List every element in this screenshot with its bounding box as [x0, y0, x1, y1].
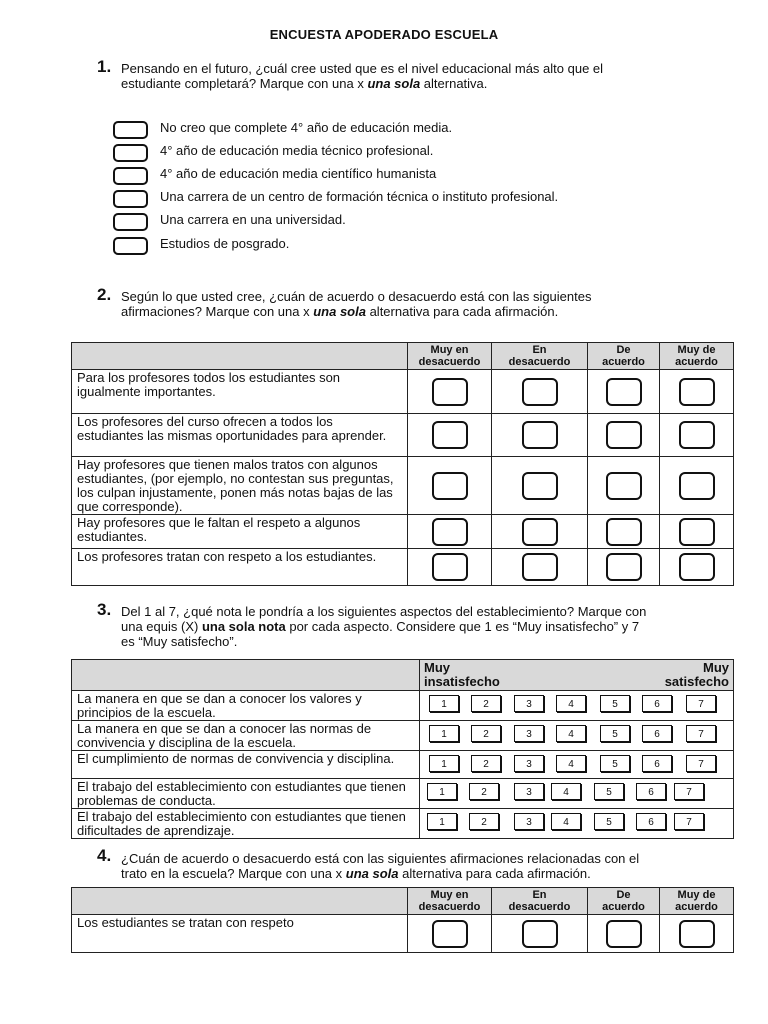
q2-statement: Hay profesores que tienen malos tratos con algunos estudiantes, (por ejemplo, no contestan sus preguntas, los culpan injustamente, ponen más notas bajas de las que corresponde). — [72, 457, 408, 515]
q2-answer-checkbox[interactable] — [522, 472, 558, 500]
q2-answer-checkbox[interactable] — [522, 421, 558, 449]
q4-header-text: desacuerdo — [508, 901, 571, 913]
q2-option-cell — [588, 515, 660, 549]
q4-header-text: En — [532, 889, 547, 901]
q4-header-option — [588, 888, 660, 915]
q3-grade-box[interactable]: 2 — [469, 813, 499, 830]
q4-header-text: Muy en — [430, 889, 469, 901]
q2-option-cell — [588, 457, 660, 515]
q2-answer-checkbox[interactable] — [522, 378, 558, 406]
q2-answer-checkbox[interactable] — [679, 472, 715, 500]
q1-option-label: 4° año de educación media científico humanista — [160, 166, 437, 181]
q3-table-row — [72, 751, 734, 779]
q2-answer-checkbox[interactable] — [606, 553, 642, 581]
q2-header-text: acuerdo — [675, 356, 718, 368]
q2-option-cell — [492, 515, 588, 549]
q3-grade-box[interactable]: 2 — [471, 725, 501, 742]
q4-header-option — [408, 888, 492, 915]
q2-answer-checkbox[interactable] — [606, 472, 642, 500]
q2-table-row — [72, 370, 734, 414]
q2-header-text: De — [616, 344, 631, 356]
q3-grade-box[interactable]: 2 — [471, 755, 501, 772]
q2-answer-checkbox[interactable] — [522, 518, 558, 546]
q1-option-label: Estudios de posgrado. — [160, 236, 290, 251]
q2-table-row — [72, 457, 734, 515]
q2-option-cell — [492, 457, 588, 515]
q2-option-cell — [492, 414, 588, 457]
q2-statement: Los profesores tratan con respeto a los estudiantes. — [72, 549, 408, 586]
q4-statement: Los estudiantes se tratan con respeto — [72, 915, 408, 953]
q2-answer-checkbox[interactable] — [432, 518, 468, 546]
q4-text — [121, 851, 741, 881]
q3-grade-box[interactable]: 1 — [429, 695, 459, 712]
q1-text — [121, 61, 741, 91]
q2-answer-checkbox[interactable] — [522, 553, 558, 581]
q3-aspect: El trabajo del establecimiento con estudiantes que tienen problemas de conducta. — [72, 779, 420, 809]
q4-header-option — [492, 888, 588, 915]
q3-table-row — [72, 721, 734, 751]
q3-grade-box[interactable]: 2 — [469, 783, 499, 800]
q2-answer-checkbox[interactable] — [679, 421, 715, 449]
q2-option-cell — [492, 549, 588, 586]
q3-line3: es “Muy satisfecho”. — [121, 634, 238, 649]
q2-header-text: Muy en — [430, 344, 469, 356]
q2-text — [121, 289, 741, 319]
q3-scale-cell — [420, 721, 734, 751]
q2-option-cell — [408, 457, 492, 515]
q4-line1: ¿Cuán de acuerdo o desacuerdo está con las siguientes afirmaciones relacionadas con el — [121, 851, 640, 866]
q2-option-cell — [492, 370, 588, 414]
q3-grade-box[interactable]: 1 — [429, 755, 459, 772]
q2-header-text: acuerdo — [602, 356, 645, 368]
q2-header-blank — [72, 343, 408, 370]
q3-scale-cell — [420, 779, 734, 809]
q2-header-option — [588, 343, 660, 370]
q3-grade-box[interactable]: 5 — [600, 695, 630, 712]
q3-scale-right-label: Muy satisfecho — [664, 660, 729, 689]
q2-option-cell — [408, 414, 492, 457]
q3-grade-box[interactable]: 1 — [429, 725, 459, 742]
q4-header-text: acuerdo — [602, 901, 645, 913]
q3-grade-box[interactable]: 7 — [674, 783, 704, 800]
q1-option-checkbox[interactable] — [113, 121, 148, 139]
q2-answer-checkbox[interactable] — [432, 553, 468, 581]
q3-grade-box[interactable]: 3 — [514, 813, 544, 830]
q3-grade-box[interactable]: 6 — [636, 783, 666, 800]
q3-grade-box[interactable]: 1 — [427, 783, 457, 800]
q2-table-row — [72, 549, 734, 586]
q2-option-cell — [660, 414, 734, 457]
q3-scale-left-label: Muy insatisfecho — [424, 660, 500, 689]
q4-header-blank — [72, 888, 408, 915]
q3-aspect: La manera en que se dan a conocer las normas de convivencia y disciplina de la escuela. — [72, 721, 420, 751]
q4-answer-checkbox[interactable] — [522, 920, 558, 948]
q4-option-cell — [492, 915, 588, 953]
q3-grade-box[interactable]: 4 — [556, 725, 586, 742]
q2-header-option — [660, 343, 734, 370]
q4-header-text: Muy de — [677, 889, 716, 901]
q2-answer-checkbox[interactable] — [606, 518, 642, 546]
q3-grade-box[interactable]: 4 — [551, 783, 581, 800]
q2-option-cell — [588, 549, 660, 586]
q3-grade-box[interactable]: 7 — [686, 695, 716, 712]
q4-answer-checkbox[interactable] — [432, 920, 468, 948]
q3-aspect: La manera en que se dan a conocer los valores y principios de la escuela. — [72, 691, 420, 721]
q3-grade-box[interactable]: 4 — [556, 695, 586, 712]
q3-grade-box[interactable]: 6 — [642, 695, 672, 712]
q1-option-checkbox[interactable] — [113, 237, 148, 255]
q4-header-text: acuerdo — [675, 901, 718, 913]
q2-answer-checkbox[interactable] — [606, 421, 642, 449]
q2-option-cell — [588, 370, 660, 414]
q4-header-text: desacuerdo — [418, 901, 481, 913]
q1-line2: estudiante completará? Marque con una x una sola alternativa. — [121, 76, 488, 91]
q2-header-option — [492, 343, 588, 370]
q2-option-cell — [660, 457, 734, 515]
q4-header-option — [660, 888, 734, 915]
q1-number: 1. — [97, 57, 112, 76]
q2-header-text: Muy de — [677, 344, 716, 356]
q3-grade-box[interactable]: 3 — [514, 755, 544, 772]
q3-grade-box[interactable]: 7 — [674, 813, 704, 830]
q3-header-blank — [72, 660, 420, 691]
q3-scale-header — [420, 660, 734, 691]
q2-header-text: En — [532, 344, 547, 356]
q2-option-cell — [660, 515, 734, 549]
q2-statement: Hay profesores que le faltan el respeto a algunos estudiantes. — [72, 515, 408, 549]
q4-number: 4. — [97, 846, 112, 865]
q4-answer-checkbox[interactable] — [679, 920, 715, 948]
q3-grade-box[interactable]: 6 — [642, 755, 672, 772]
q3-grade-box[interactable]: 4 — [551, 813, 581, 830]
q3-table-row — [72, 779, 734, 809]
q3-grade-box[interactable]: 6 — [636, 813, 666, 830]
q1-option-label: Una carrera en una universidad. — [160, 212, 346, 227]
q1-option-label: 4° año de educación media técnico profesional. — [160, 143, 434, 158]
q2-option-cell — [408, 370, 492, 414]
q2-answer-checkbox[interactable] — [679, 378, 715, 406]
q2-table-row — [72, 414, 734, 457]
q3-text — [121, 604, 741, 649]
q2-table-row — [72, 515, 734, 549]
q3-scale-cell — [420, 751, 734, 779]
q3-line1: Del 1 al 7, ¿qué nota le pondría a los siguientes aspectos del establecimiento? Marque con — [121, 604, 647, 619]
q1-option-label: No creo que complete 4° año de educación media. — [160, 120, 453, 135]
q3-grade-box[interactable]: 3 — [514, 695, 544, 712]
q3-aspect: El cumplimiento de normas de convivencia y disciplina. — [72, 751, 420, 779]
q3-grade-box[interactable]: 5 — [600, 725, 630, 742]
q3-grade-box[interactable]: 7 — [686, 725, 716, 742]
q3-grade-box[interactable]: 5 — [594, 813, 624, 830]
q4-table-row — [72, 915, 734, 953]
q3-grade-box[interactable]: 2 — [471, 695, 501, 712]
q4-line2: trato en la escuela? Marque con una x una sola alternativa para cada afirmación. — [121, 866, 591, 881]
q1-option-checkbox[interactable] — [113, 144, 148, 162]
q4-table — [71, 887, 734, 953]
q2-table — [71, 342, 734, 586]
page-title: ENCUESTA APODERADO ESCUELA — [269, 27, 499, 42]
q2-option-cell — [660, 549, 734, 586]
q4-option-cell — [660, 915, 734, 953]
q2-answer-checkbox[interactable] — [432, 421, 468, 449]
q2-header-option — [408, 343, 492, 370]
q2-statement: Para los profesores todos los estudiantes son igualmente importantes. — [72, 370, 408, 414]
q2-option-cell — [408, 515, 492, 549]
q3-table-row — [72, 691, 734, 721]
q3-line2: una equis (X) una sola nota por cada aspecto. Considere que 1 es “Muy insatisfecho” y 7 — [121, 619, 640, 634]
q2-header-text: desacuerdo — [508, 356, 571, 368]
q2-header-text: desacuerdo — [418, 356, 481, 368]
q2-option-cell — [408, 549, 492, 586]
q2-line2: afirmaciones? Marque con una x una sola alternativa para cada afirmación. — [121, 304, 559, 319]
q1-line1: Pensando en el futuro, ¿cuál cree usted que es el nivel educacional más alto que el — [121, 61, 604, 76]
q3-table — [71, 659, 734, 839]
q4-header-text: De — [616, 889, 631, 901]
q2-answer-checkbox[interactable] — [679, 518, 715, 546]
q3-grade-box[interactable]: 5 — [600, 755, 630, 772]
q2-option-cell — [660, 370, 734, 414]
q1-option-checkbox[interactable] — [113, 213, 148, 231]
q3-scale-cell — [420, 809, 734, 839]
q2-number: 2. — [97, 285, 112, 304]
q2-answer-checkbox[interactable] — [432, 472, 468, 500]
q3-grade-box[interactable]: 5 — [594, 783, 624, 800]
q3-grade-box[interactable]: 4 — [556, 755, 586, 772]
q4-answer-checkbox[interactable] — [606, 920, 642, 948]
q3-grade-box[interactable]: 3 — [514, 725, 544, 742]
q1-option-label: Una carrera de un centro de formación técnica o instituto profesional. — [160, 189, 559, 204]
q3-grade-box[interactable]: 7 — [686, 755, 716, 772]
q3-scale-cell — [420, 691, 734, 721]
q2-answer-checkbox[interactable] — [432, 378, 468, 406]
q2-statement: Los profesores del curso ofrecen a todos los estudiantes las mismas oportunidades para aprender. — [72, 414, 408, 457]
q2-answer-checkbox[interactable] — [679, 553, 715, 581]
q1-option-checkbox[interactable] — [113, 190, 148, 208]
q1-option-checkbox[interactable] — [113, 167, 148, 185]
q4-option-cell — [588, 915, 660, 953]
q3-table-row — [72, 809, 734, 839]
q3-number: 3. — [97, 600, 112, 619]
q3-grade-box[interactable]: 6 — [642, 725, 672, 742]
q3-aspect: El trabajo del establecimiento con estudiantes que tienen dificultades de aprendizaje. — [72, 809, 420, 839]
q4-option-cell — [408, 915, 492, 953]
q3-grade-box[interactable]: 1 — [427, 813, 457, 830]
q2-option-cell — [588, 414, 660, 457]
q2-answer-checkbox[interactable] — [606, 378, 642, 406]
q3-grade-box[interactable]: 3 — [514, 783, 544, 800]
q2-line1: Según lo que usted cree, ¿cuán de acuerdo o desacuerdo está con las siguientes — [121, 289, 592, 304]
